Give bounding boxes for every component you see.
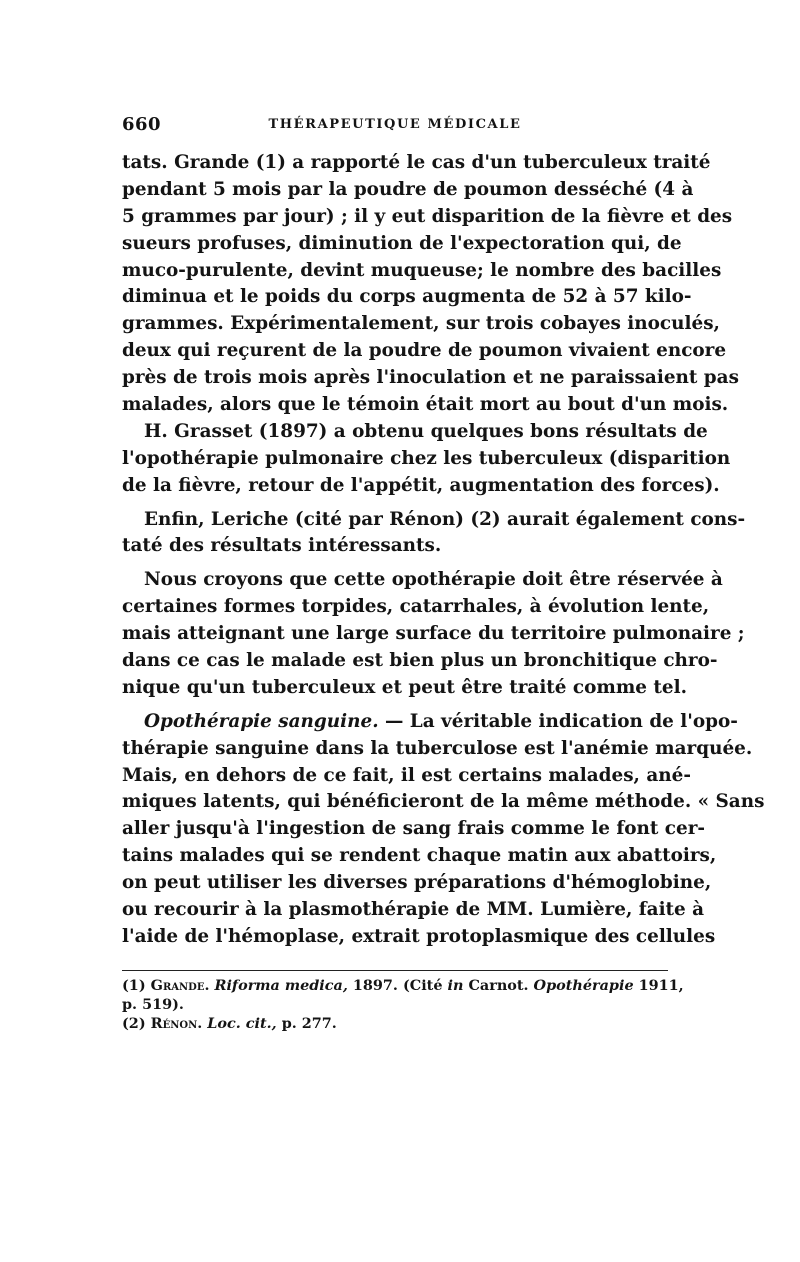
text-line: thérapie sanguine dans la tuberculose est l'anémie marquée. — [122, 737, 753, 759]
section-heading: Opothérapie sanguine. — [144, 710, 379, 732]
footnotes — [122, 976, 684, 1033]
footnote-1 — [122, 976, 684, 995]
footnote-divider — [122, 970, 668, 971]
footnote-ref: Carnot. — [468, 977, 529, 994]
text-line: Nous croyons que cette opothérapie doit être réservée à — [144, 569, 723, 591]
paragraph-4 — [122, 567, 745, 701]
text-line: dans ce cas le malade est bien plus un bronchitique chro- — [122, 650, 718, 672]
text-line: deux qui reçurent de la poudre de poumon vivaient encore — [122, 340, 727, 362]
paragraph-1 — [122, 150, 739, 419]
text-line: pendant 5 mois par la poudre de poumon desséché (4 à — [122, 178, 694, 200]
text-line: l'opothérapie pulmonaire chez les tuberculeux (disparition — [122, 447, 731, 469]
text-line: de la fièvre, retour de l'appétit, augmentation des forces). — [122, 474, 720, 496]
paragraph-3 — [122, 507, 746, 561]
footnote-author: Rénon. — [150, 1015, 203, 1032]
footnote-page: p. 277. — [281, 1015, 337, 1032]
footnote-year: 1897. (Cité — [352, 977, 443, 994]
text-line: Mais, en dehors de ce fait, il est certains malades, ané- — [122, 764, 691, 786]
text-line: ou recourir à la plasmothérapie de MM. Lumière, faite à — [122, 899, 705, 921]
footnote-1-continuation: p. 519). — [122, 996, 184, 1013]
footnote-work-2: Opothérapie — [533, 977, 634, 994]
text-line: aller jusqu'à l'ingestion de sang frais comme le font cer- — [122, 818, 706, 840]
text-line: tains malades qui se rendent chaque matin aux abattoirs, — [122, 845, 717, 867]
page-header — [122, 114, 668, 140]
text-line: muco-purulente, devint muqueuse; le nombre des bacilles — [122, 259, 722, 281]
text-line: nique qu'un tuberculeux et peut être traité comme tel. — [122, 676, 687, 698]
footnote-2 — [122, 1014, 668, 1033]
text-line: certaines formes torpides, catarrhales, à évolution lente, — [122, 596, 710, 618]
footnote-number: (2) — [122, 1015, 146, 1032]
text-line: sueurs profuses, diminution de l'expectoration qui, de — [122, 232, 682, 254]
footnote-author: Grande. — [150, 977, 210, 994]
text-line: tats. Grande (1) a rapporté le cas d'un tuberculeux traité — [122, 152, 711, 173]
text-line: mais atteignant une large surface du territoire pulmonaire ; — [122, 623, 745, 645]
page-number: 660 — [122, 114, 162, 135]
footnote-number: (1) — [122, 977, 146, 994]
body-text — [122, 150, 765, 951]
footnote-loc: Loc. cit., — [207, 1015, 277, 1032]
footnote-work: Riforma medica, — [214, 977, 348, 994]
text-line: malades, alors que le témoin était mort au bout d'un mois. — [122, 394, 729, 416]
text-line: H. Grasset (1897) a obtenu quelques bons résultats de — [144, 420, 708, 442]
text-line: grammes. Expérimentalement, sur trois cobayes inoculés, — [122, 313, 720, 335]
footnote-year-2: 1911, — [638, 977, 684, 994]
text-line — [122, 709, 738, 736]
text-line: taté des résultats intéressants. — [122, 535, 442, 557]
text-line: l'aide de l'hémoplase, extrait protoplasmique des cellules — [122, 925, 716, 947]
text-line: près de trois mois après l'inoculation et ne paraissaient pas — [122, 367, 739, 389]
heading-continuation: — La véritable indication de l'opo- — [378, 710, 738, 732]
paragraph-5 — [122, 709, 765, 951]
footnote-in: in — [447, 977, 464, 994]
running-title: THÉRAPEUTIQUE MÉDICALE — [268, 117, 522, 132]
text-line: diminua et le poids du corps augmenta de 52 à 57 kilo- — [122, 286, 692, 308]
text-line: Enfin, Leriche (cité par Rénon) (2) aurait également cons- — [144, 508, 746, 530]
text-line: 5 grammes par jour) ; il y eut disparition de la fièvre et des — [122, 205, 733, 227]
text-line: on peut utiliser les diverses préparations d'hémoglobine, — [122, 872, 712, 894]
paragraph-2 — [122, 419, 731, 500]
text-line: miques latents, qui bénéficieront de la même méthode. « Sans — [122, 791, 765, 813]
